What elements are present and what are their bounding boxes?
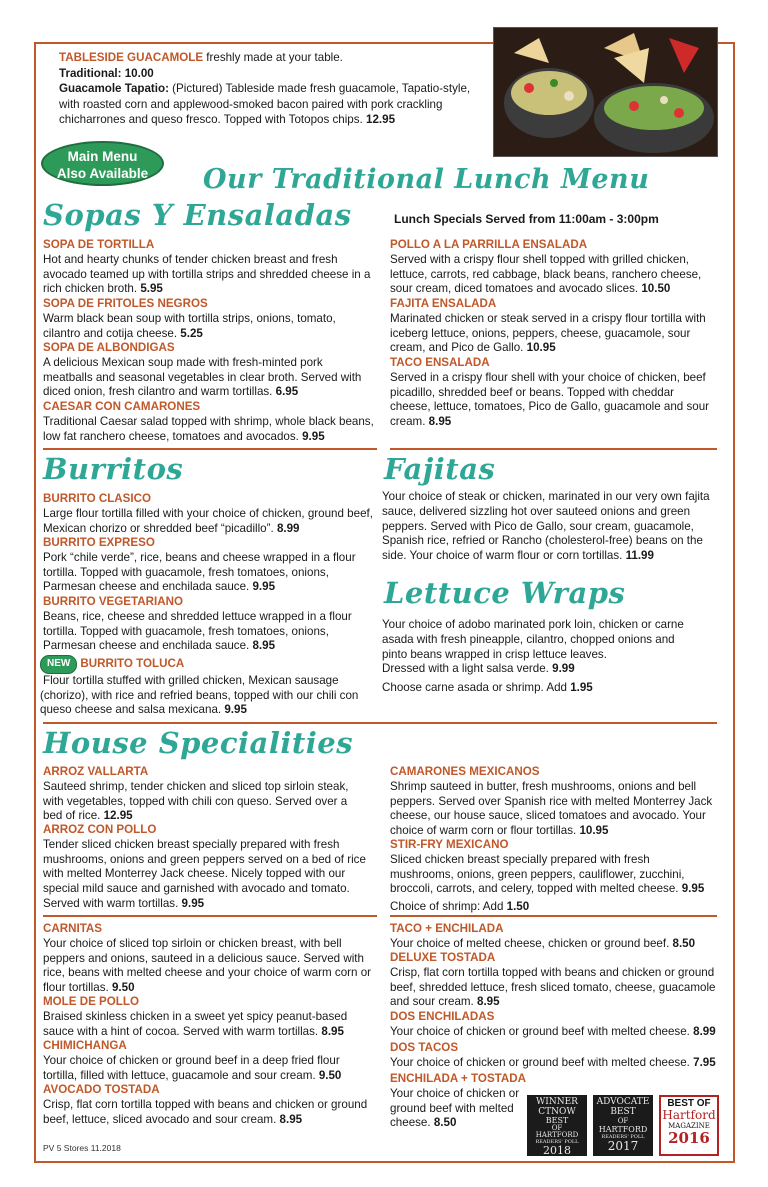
guacamole-tapatio-label: Guacamole Tapatio:	[59, 82, 169, 95]
item-name: ARROZ VALLARTA	[43, 765, 149, 778]
item-name: DOS TACOS	[390, 1041, 459, 1054]
award-line: OF	[617, 1117, 629, 1125]
item-price: 10.95	[579, 824, 609, 838]
item-desc: Your choice of melted cheese, chicken or ground beef.	[390, 936, 673, 950]
item-price: 9.99	[552, 662, 575, 676]
menu-item	[390, 356, 710, 430]
menu-item	[390, 1041, 725, 1071]
guacamole-tapatio-price: 12.95	[366, 113, 396, 126]
item-desc: Your choice of steak or chicken, marinated in our very own fajita sauce, delivered sizzling hot over sauteed onions and green peppers. Served with Pico de Gallo, sour cream, guacamole, Spanish rice, refried or Rancho (cholesterol-free) beans on the side. Your choice of warm flour or corn tortillas.	[382, 490, 710, 563]
main-menu-badge	[41, 141, 164, 186]
menu-item	[43, 400, 378, 444]
item-desc: Pork “chile verde”, rice, beans and cheese wrapped in a flour tortilla. Topped with guacamole, fresh tomatoes, onions, Parmesan cheese and enchilada sauce.	[43, 550, 356, 594]
item-desc: Hot and hearty chunks of tender chicken breast and fresh avocado teamed up with tortilla strips and shredded cheese in a rich chicken broth.	[43, 252, 371, 296]
item-price: 9.50	[318, 1068, 342, 1082]
item-desc: Served in a crispy flour shell with your choice of chicken, beef picadillo, shredded beef or beans. Topped with cheddar cheese, lettuce, tomatoes, Pico de Gallo, guacamole and sour cream.	[390, 370, 710, 429]
menu-item	[43, 297, 373, 341]
item-desc: Sauteed shrimp, tender chicken and sliced top sirloin steak, with vegetables, topped with chili con queso. Served over a bed of rice.	[43, 779, 349, 823]
item-desc: Your choice of chicken or ground beef with melted cheese.	[390, 1055, 694, 1069]
lunch-specials-hours: Lunch Specials Served from 11:00am - 3:00pm	[394, 212, 659, 226]
item-desc: Your choice of chicken or ground beef in a deep fried flour tortilla, filled with lettuce, guacamole and sour cream.	[43, 1053, 340, 1082]
menu-item	[43, 238, 373, 297]
item-name: TACO ENSALADA	[390, 356, 490, 369]
item-price: 8.50	[433, 1116, 457, 1130]
item-name: BURRITO EXPRESO	[43, 536, 155, 549]
extra-text: Choice of shrimp: Add	[390, 900, 507, 914]
item-price: 10.95	[526, 341, 556, 355]
award-line: HARTFORD	[598, 1125, 648, 1134]
guacamole-title-line	[59, 50, 489, 66]
item-name: DOS ENCHILADAS	[390, 1010, 495, 1023]
item-name: CARNITAS	[43, 922, 103, 935]
item-desc: Beans, rice, cheese and shredded lettuce wrapped in a flour tortilla. Topped with guacamole, fresh tomatoes, onions, Parmesan cheese and enchilada sauce.	[43, 609, 352, 653]
extra-price: 1.50	[506, 900, 530, 914]
item-price: 6.95	[275, 385, 299, 399]
menu-item	[43, 922, 373, 996]
menu-item	[43, 536, 368, 595]
new-badge: NEW	[40, 655, 77, 674]
menu-item	[390, 951, 720, 1010]
item-desc: A delicious Mexican soup made with fresh-minted pork meatballs and seasonal vegetables in clear broth. Served with diced onion, fresh cilantro and warm tortillas.	[43, 355, 362, 399]
item-price: 9.50	[111, 981, 135, 995]
lettuce-wraps-addon	[382, 681, 702, 696]
fajitas-desc	[382, 490, 712, 564]
item-desc: Traditional Caesar salad topped with shrimp, whole black beans, low fat ranchero cheese, tomatoes and avocados.	[43, 414, 374, 443]
item-desc: Shrimp sauteed in butter, fresh mushrooms, onions and bell peppers. Served over Spanish rice with melted Monterrey Jack cheese, our house sauce, sliced tomatoes and avocado. Your choice of warm corn or flour tortillas.	[390, 779, 713, 838]
item-price: 10.50	[641, 282, 671, 296]
lettuce-wraps-desc	[382, 618, 702, 696]
award-line: BEST	[610, 1107, 636, 1117]
award-sub: READERS' POLL	[535, 1139, 579, 1145]
lettuce-wraps-dressing	[382, 662, 702, 677]
item-extra	[390, 900, 715, 915]
award-hartford-magazine-2016	[659, 1095, 719, 1156]
item-name: CHIMICHANGA	[43, 1039, 127, 1052]
addon-price: 1.95	[570, 681, 593, 695]
item-desc: Large flour tortilla filled with your choice of chicken, ground beef, Mexican chorizo or shredded beef “picadillo”.	[43, 506, 373, 535]
item-desc: Tender sliced chicken breast specially prepared with fresh mushrooms, onions and green peppers served on a bed of rice with melted Monterrey Jack cheese. Nicely topped with our special mild sauce and garnished with avocado and tomato. Served with warm tortillas.	[43, 837, 366, 910]
item-price: 9.95	[681, 882, 705, 896]
award-line: ADVOCATE	[596, 1097, 650, 1107]
menu-item	[390, 297, 720, 356]
item-desc: Served with a crispy flour shell topped with grilled chicken, lettuce, carrots, red cabbage, black beans, ranchero cheese, sour cream, diced tomatoes and avocado slices.	[390, 252, 702, 296]
section-title-fajitas: Fajitas	[384, 452, 496, 486]
menu-item	[43, 823, 373, 912]
item-name: SOPA DE ALBONDIGAS	[43, 341, 175, 354]
item-name: SOPA DE TORTILLA	[43, 238, 155, 251]
item-name: FAJITA ENSALADA	[390, 297, 497, 310]
item-name: POLLO A LA PARRILLA ENSALADA	[390, 238, 588, 251]
item-name: CAESAR CON CAMARONES	[43, 400, 201, 413]
menu-item	[43, 1039, 373, 1083]
main-menu-line1: Main Menu	[67, 149, 138, 164]
guacamole-tapatio	[59, 81, 489, 128]
item-name: BURRITO TOLUCA	[80, 657, 185, 670]
guacamole-block	[59, 50, 489, 128]
item-price: 12.95	[103, 809, 133, 823]
item-price: 5.95	[140, 282, 163, 296]
menu-item	[390, 1072, 527, 1131]
item-desc: Your choice of chicken or ground beef with melted cheese.	[390, 1024, 694, 1038]
section-title-house: House Specialities	[43, 726, 354, 760]
item-price: 11.99	[625, 549, 654, 563]
item-price: 8.95	[279, 1112, 303, 1126]
item-desc: Your choice of sliced top sirloin or chicken breast, with bell peppers and onions, sauteed in a delicious sauce. Served with rice, beans with melted cheese and your choice of warm corn or flour tortillas.	[43, 936, 372, 995]
menu-item	[390, 1010, 725, 1040]
item-name: BURRITO VEGETARIANO	[43, 595, 183, 608]
menu-item	[390, 238, 720, 297]
item-name: DELUXE TOSTADA	[390, 951, 496, 964]
section-title-burritos: Burritos	[43, 452, 184, 486]
item-desc2: Dressed with a light salsa verde.	[382, 662, 553, 676]
item-price: 8.95	[477, 995, 500, 1009]
item-price: 5.25	[180, 326, 203, 340]
award-year: 2018	[543, 1144, 571, 1156]
menu-item	[43, 1083, 378, 1127]
menu-item	[390, 765, 715, 839]
item-desc: Warm black bean soup with tortilla strips, onions, tomato, cilantro and cotija cheese.	[43, 311, 336, 340]
award-ctnow-2018	[527, 1095, 587, 1156]
item-name: STIR-FRY MEXICANO	[390, 838, 509, 851]
page-title: Our Traditional Lunch Menu	[203, 164, 650, 195]
award-line: WINNER	[536, 1097, 578, 1107]
award-advocate-2017	[593, 1095, 653, 1156]
item-price: 8.50	[672, 936, 696, 950]
item-price: 8.99	[276, 521, 300, 535]
footnote: PV 5 Stores 11.2018	[43, 1143, 121, 1153]
divider	[43, 722, 717, 724]
award-sub: READERS' POLL	[601, 1134, 645, 1140]
item-name: AVOCADO TOSTADA	[43, 1083, 160, 1096]
item-price: 9.95	[224, 703, 247, 717]
item-name: SOPA DE FRITOLES NEGROS	[43, 297, 208, 310]
divider	[390, 448, 717, 450]
menu-item	[390, 838, 715, 915]
item-name: ARROZ CON POLLO	[43, 823, 157, 836]
item-desc: Crisp, flat corn tortilla topped with beans and chicken or ground beef, shredded lettuce, fresh sliced tomato, cheese, guacamole and sour cream.	[390, 965, 716, 1009]
main-menu-line2: Also Available	[56, 166, 149, 181]
section-title-lettuce-wraps: Lettuce Wraps	[384, 576, 626, 610]
award-line: OF	[551, 1124, 563, 1132]
menu-item	[43, 995, 373, 1039]
menu-item	[43, 492, 373, 536]
divider	[390, 915, 717, 917]
item-name-row	[40, 655, 365, 674]
menu-item	[43, 341, 373, 400]
item-name: TACO + ENCHILADA	[390, 922, 504, 935]
item-desc: Your choice of chicken or ground beef with melted cheese.	[390, 1086, 520, 1130]
award-line: BEST	[545, 1116, 569, 1125]
award-line: MAGAZINE	[668, 1122, 710, 1130]
guacamole-photo-icon	[493, 27, 718, 157]
item-price: 8.95	[321, 1024, 344, 1038]
item-price: 9.95	[302, 429, 325, 443]
addon-text: Choose carne asada or shrimp. Add	[382, 681, 571, 695]
item-price: 8.95	[428, 415, 452, 429]
item-name: BURRITO CLASICO	[43, 492, 151, 505]
item-price: 7.95	[693, 1055, 716, 1069]
item-price: 9.95	[252, 580, 276, 594]
guacamole-title: TABLESIDE GUACAMOLE	[59, 51, 204, 64]
item-price: 8.95	[252, 639, 276, 653]
award-line: BEST OF	[667, 1098, 711, 1109]
item-desc: Flour tortilla stuffed with grilled chicken, Mexican sausage (chorizo), with rice and refried beans, topped with our chili con queso cheese and salsa mexicana.	[40, 673, 359, 717]
menu-item	[390, 922, 715, 952]
item-desc: Your choice of adobo marinated pork loin, chicken or carne asada with fresh pineapple, cilantro, chopped onions and pinto beans wrapped in crisp lettuce leaves.	[382, 618, 684, 661]
item-desc: Braised skinless chicken in a sweet yet spicy peanut-based sauce with a hint of cocoa. Served with warm tortillas.	[43, 1009, 348, 1038]
item-desc: Marinated chicken or steak served in a crispy flour tortilla with iceberg lettuce, onions, peppers, cheese, guacamole, sour cream, and Pico de Gallo.	[390, 311, 706, 355]
guacamole-title-rest: freshly made at your table.	[203, 51, 343, 64]
award-line: HARTFORD	[535, 1131, 579, 1139]
award-line: CTNOW	[538, 1107, 576, 1117]
menu-item	[43, 595, 368, 654]
divider	[43, 448, 377, 450]
divider	[43, 915, 377, 917]
guacamole-traditional: Traditional: 10.00	[59, 66, 154, 80]
item-name: MOLE DE POLLO	[43, 995, 139, 1008]
section-title-sopas: Sopas Y Ensaladas	[43, 198, 352, 232]
item-price: 9.95	[181, 896, 205, 910]
item-name: CAMARONES MEXICANOS	[390, 765, 540, 778]
item-name: ENCHILADA + TOSTADA	[390, 1072, 527, 1085]
award-line: Hartford	[662, 1108, 716, 1122]
menu-item	[40, 655, 365, 718]
guacamole-tapatio-desc: (Pictured) Tableside made fresh guacamole, Tapatio-style, with roasted corn and applewood-smoked bacon paired with pork crackling chicharrones and queso fresco. Topped with Totopos chips.	[59, 82, 471, 126]
item-desc: Sliced chicken breast specially prepared with fresh mushrooms, onions, green peppers, cauliflower, zucchini, broccoli, carrots, and celery, topped with melted cheese.	[390, 852, 685, 896]
item-desc: Crisp, flat corn tortilla topped with beans and chicken or ground beef, lettuce, sliced avocado and sour cream.	[43, 1097, 368, 1126]
menu-item	[43, 765, 368, 824]
item-price: 8.99	[693, 1024, 716, 1038]
award-year: 2017	[607, 1139, 639, 1153]
award-year: 2016	[668, 1129, 710, 1147]
